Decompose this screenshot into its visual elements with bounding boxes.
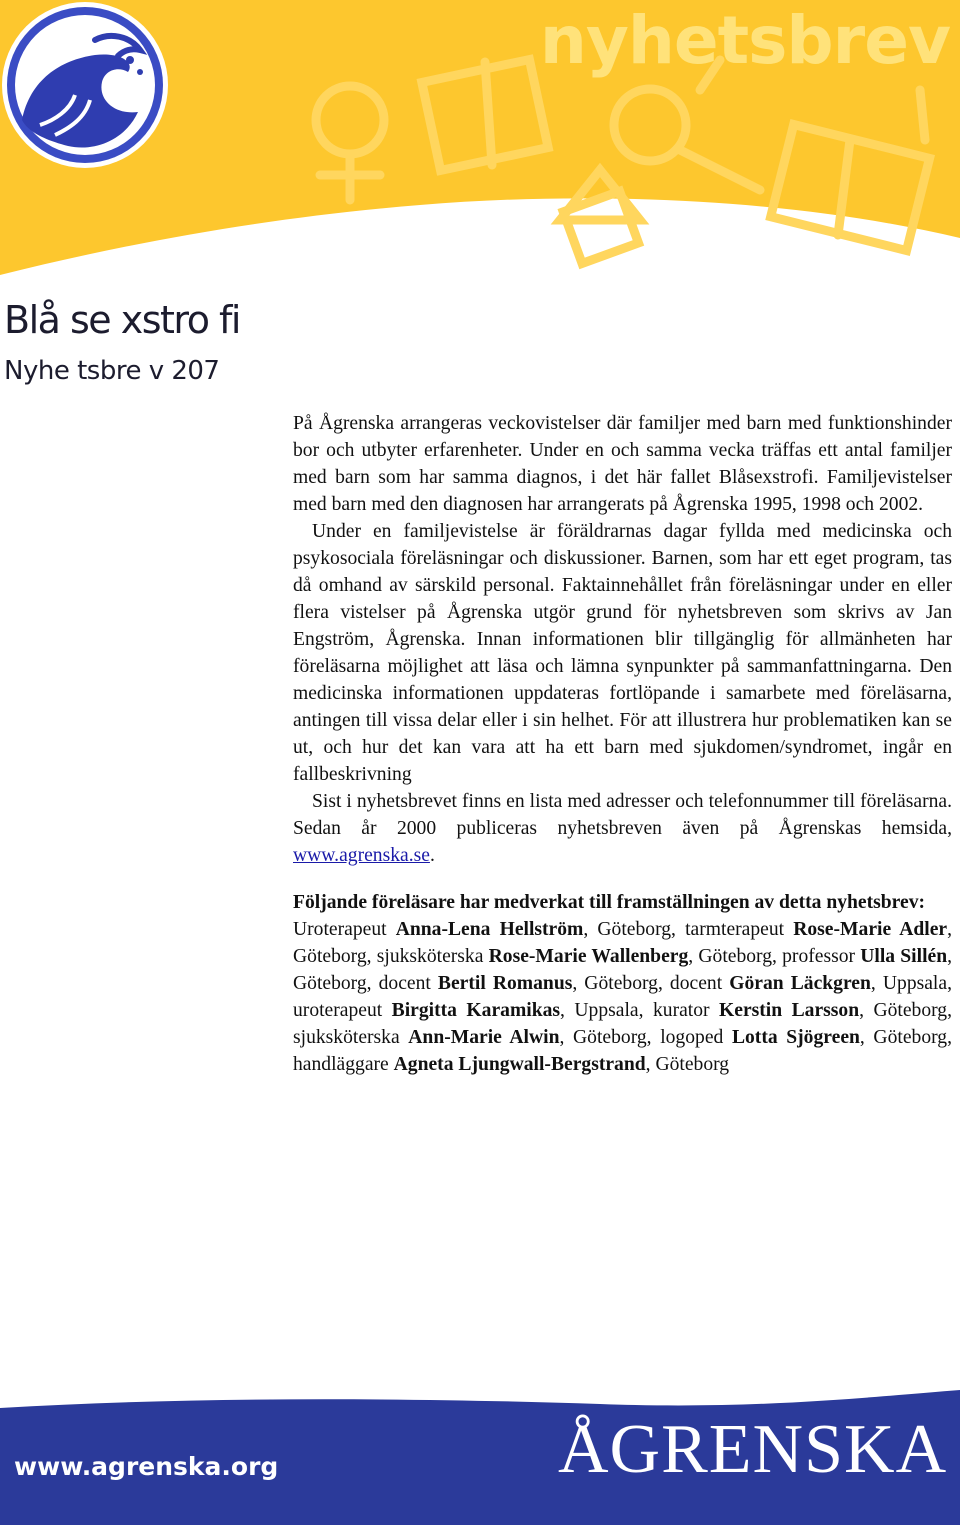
main-content (293, 410, 952, 1078)
lecturer-role: uroterapeut (293, 1000, 392, 1021)
lecturer-role: docent (669, 973, 730, 994)
lecturer-name: Ann-Marie Alwin (408, 1027, 560, 1048)
lecturers-heading: Följande föreläsare har medverkat till framställningen av detta nyhetsbrev: (293, 892, 926, 913)
agrenska-website-link[interactable]: www.agrenska.se (293, 845, 430, 866)
lecturer-entry (660, 1027, 952, 1048)
lecturer-entry (293, 1000, 653, 1021)
footer-brand-logo: ÅGRENSKA (558, 1411, 948, 1488)
masthead-title: nyhetsbrev (539, 2, 950, 79)
lecturer-entry (293, 1027, 660, 1048)
lecturer-place: , Uppsala, (870, 973, 952, 994)
lecturer-list (293, 919, 952, 1075)
intro-paragraph-1: På Ågrenska arrangeras veckovistelser där familjer med barn med funktionshinder bor och utbyter erfarenheter. Under en och samma vecka träffas ett antal familjer med barn som har samma diagnos, i det här fallet Blåsexstrofi. Familjevistelser med barn med den diagnosen har arrangerats på Ågrenska 1995, 1998 och 2002. (293, 413, 952, 515)
lecturer-entry (377, 946, 782, 967)
lecturer-place: , Göteborg, (559, 1027, 661, 1048)
lecturer-place: , Uppsala, (560, 1000, 653, 1021)
lecturer-role: handläggare (293, 1054, 394, 1075)
lecturer-place: , Göteborg, (572, 973, 670, 994)
lecturer-name: Göran Läckgren (729, 973, 871, 994)
lecturer-name: Birgitta Karamikas (391, 1000, 561, 1021)
lecturer-name: Rose-Marie Wallenberg (488, 946, 689, 967)
lecturer-entry (293, 1054, 729, 1075)
intro-paragraph-3-text: Sist i nyhetsbrevet finns en lista med adresser och telefonnummer till föreläsarna. Sedan år 2000 publiceras nyhetsbreven även på Ågrenskas hemsida, (293, 791, 952, 839)
lecturer-place: , Göteborg, (293, 946, 953, 994)
header-banner (0, 0, 960, 280)
lecturer-role: sjuksköterska (376, 946, 489, 967)
lecturer-role: docent (378, 973, 438, 994)
lecturer-place: , Göteborg (645, 1054, 730, 1075)
lecturer-name: Kerstin Larsson (719, 1000, 860, 1021)
lecturer-entry (379, 973, 670, 994)
document-title: Blå se xstro fi (4, 298, 240, 342)
lecturer-place: , Göteborg, (688, 946, 783, 967)
footer-url: www.agrenska.org (14, 1452, 279, 1481)
lecturer-name: Agneta Ljungwall-Bergstrand (393, 1054, 646, 1075)
lecturer-role: Uroterapeut (293, 919, 396, 940)
lecturer-role: logoped (660, 1027, 732, 1048)
intro-paragraph-2: Under en familjevistelse är föräldrarnas dagar fyllda med medicinska och psykosociala föreläsningar och diskussioner. Barnen, som har ett eget program, tas då omhand av särskild personal. Faktainnehållet från föreläsningar under en eller flera vistelser på Ågrenska utgör grund för nyhetsbreven som skrivs av Jan Engström, Ågrenska. Innan informationen blir tillgänglig för allmänheten har föreläsarna möjlighet att läsa och lämna synpunkter på sammanfattningarna. Den medicinska informationen uppdateras fortlöpande i samarbete med föreläsarna, antingen till vissa delar eller i sin helhet. För att illustrera hur problematiken kan se ut, och hur det kan vara att ha ett barn med sjukdomen/syndromet, ingår en fallbeskrivning (293, 521, 952, 785)
lecturer-entry (670, 973, 952, 994)
footer-banner (0, 1390, 960, 1525)
lecturer-name: Bertil Romanus (437, 973, 573, 994)
lecturer-place: , Göteborg, (859, 1000, 953, 1021)
lecturer-name: Ulla Sillén (860, 946, 948, 967)
intro-paragraph-3 (293, 788, 952, 869)
lecturer-place: , Göteborg, (293, 919, 952, 967)
lecturer-name: Rose-Marie Adler (793, 919, 948, 940)
lecturer-place: , Göteborg, (859, 1027, 952, 1048)
lecturer-entry (293, 919, 685, 940)
lecturer-role: sjuksköterska (293, 1027, 409, 1048)
lecturer-name: Anna-Lena Hellström (395, 919, 584, 940)
intro-paragraph-3-end: . (429, 845, 435, 866)
lecturer-role: tarmterapeut (685, 919, 794, 940)
lecturer-role: kurator (652, 1000, 720, 1021)
lecturer-role: professor (782, 946, 861, 967)
lecturer-name: Lotta Sjögreen (731, 1027, 860, 1048)
lecturers-section (293, 889, 952, 1078)
lecturer-place: , Göteborg, (583, 919, 686, 940)
wave-logo-icon (0, 0, 170, 170)
lecturer-entry (653, 1000, 952, 1021)
document-subtitle: Nyhe tsbre v 207 (4, 356, 220, 386)
